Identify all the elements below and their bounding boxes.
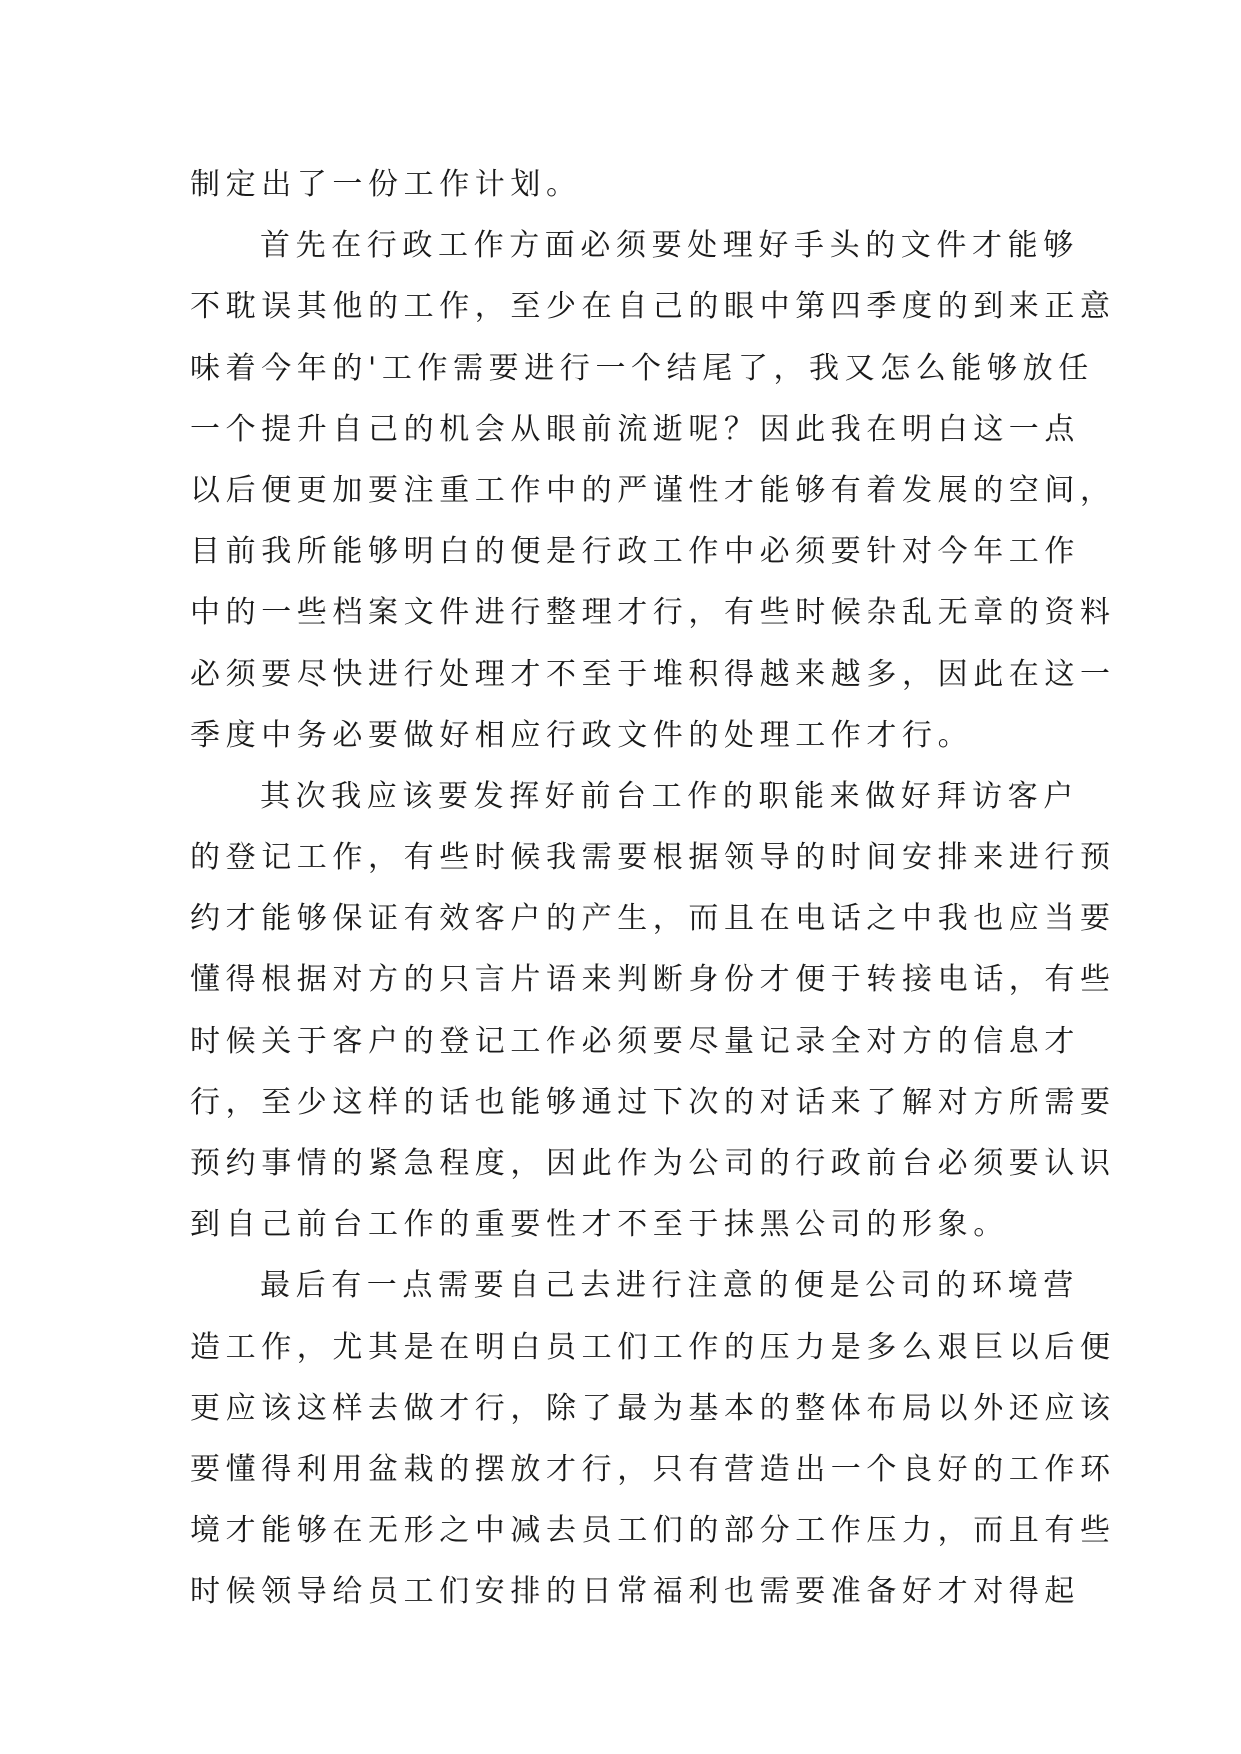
text-line: 中的一些档案文件进行整理才行，有些时候杂乱无章的资料 (190, 595, 1116, 631)
text-line: 一个提升自己的机会从眼前流逝呢？因此我在明白这一点 (190, 411, 1080, 447)
text-line: 味着今年的'工作需要进行一个结尾了，我又怎么能够放任 (190, 350, 1094, 386)
text-line: 约才能够保证有效客户的产生，而且在电话之中我也应当要 (190, 901, 1116, 937)
text-line: 时候领导给员工们安排的日常福利也需要准备好才对得起 (190, 1574, 1080, 1610)
text-line: 更应该这样去做才行，除了最为基本的整体布局以外还应该 (190, 1390, 1116, 1426)
text-line: 到自己前台工作的重要性才不至于抹黑公司的形象。 (190, 1207, 1009, 1243)
text-line: 不耽误其他的工作，至少在自己的眼中第四季度的到来正意 (190, 289, 1116, 325)
text-line: 季度中务必要做好相应行政文件的处理工作才行。 (190, 717, 974, 753)
body-text (190, 154, 1116, 1623)
paragraph-first-line: 其次我应该要发挥好前台工作的职能来做好拜访客户 (260, 778, 1079, 814)
text-line: 造工作，尤其是在明白员工们工作的压力是多么艰巨以后便 (190, 1329, 1116, 1365)
text-line: 目前我所能够明白的便是行政工作中必须要针对今年工作 (190, 534, 1080, 570)
text-line: 必须要尽快进行处理才不至于堆积得越来越多，因此在这一 (190, 656, 1116, 692)
text-line: 制定出了一份工作计划。 (190, 167, 582, 202)
text-line: 懂得根据对方的只言片语来判断身份才便于转接电话，有些 (190, 962, 1116, 998)
paragraph-first-line: 最后有一点需要自己去进行注意的便是公司的环境营 (260, 1268, 1079, 1304)
text-line: 境才能够在无形之中减去员工们的部分工作压力，而且有些 (190, 1513, 1116, 1549)
text-line: 的登记工作，有些时候我需要根据领导的时间安排来进行预 (190, 840, 1116, 876)
text-line: 时候关于客户的登记工作必须要尽量记录全对方的信息才 (190, 1023, 1080, 1059)
text-line: 要懂得利用盆栽的摆放才行，只有营造出一个良好的工作环 (190, 1451, 1116, 1487)
paragraph-first-line: 首先在行政工作方面必须要处理好手头的文件才能够 (260, 228, 1079, 264)
text-line: 以后便更加要注重工作中的严谨性才能够有着发展的空间， (190, 472, 1116, 508)
text-line: 预约事情的紧急程度，因此作为公司的行政前台必须要认识 (190, 1146, 1116, 1181)
text-line: 行，至少这样的话也能够通过下次的对话来了解对方所需要 (190, 1084, 1116, 1120)
